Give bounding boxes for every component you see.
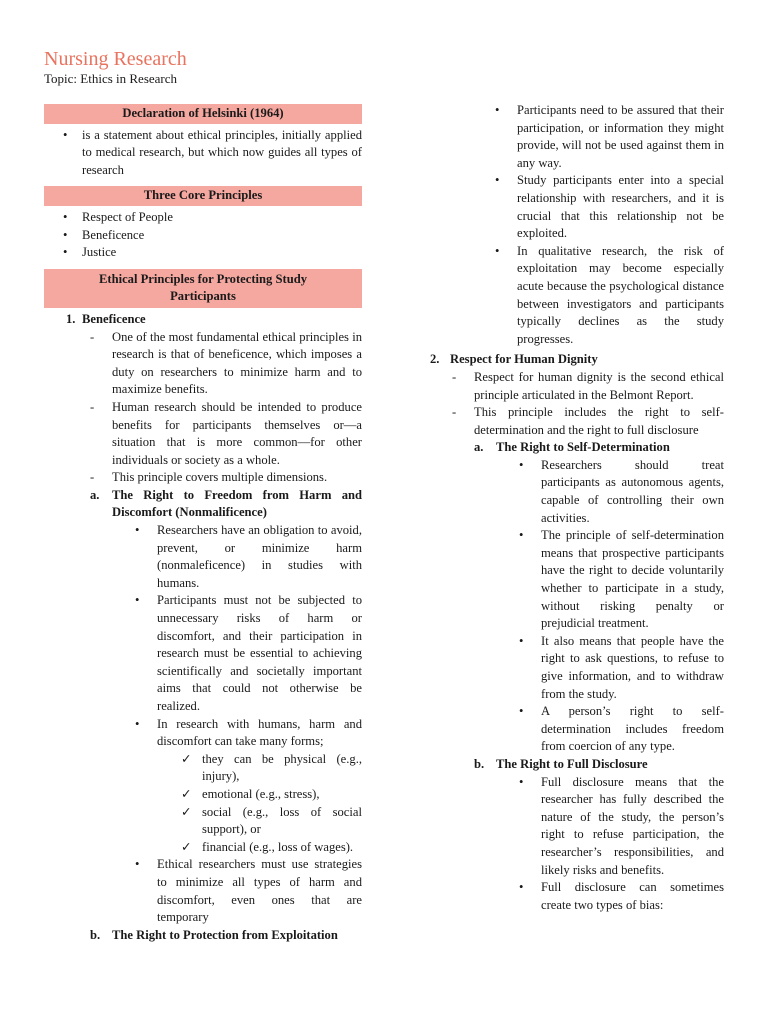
list-item-text: Researchers should treat participants as autonomous agents, capable of controlling their own activities.	[541, 457, 724, 525]
list-item	[398, 243, 724, 349]
list-item	[44, 399, 362, 469]
list-item	[44, 209, 362, 227]
principle-heading-beneficence	[44, 311, 362, 329]
check-icon: ✓	[181, 804, 192, 819]
subheading-text: The Right to Protection from Exploitation	[112, 927, 338, 942]
list-item-text: In qualitative research, the risk of exploitation may become especially acute because the psychological distance between investigators and participants typically declines as the study progresses.	[517, 243, 724, 346]
subheading-full-disclosure	[398, 756, 724, 774]
subheading-protection-from-exploitation	[44, 927, 362, 945]
check-item	[44, 804, 362, 839]
right-column	[398, 102, 724, 914]
bullet-marker: •	[495, 103, 500, 117]
list-item	[398, 172, 724, 242]
list-item-text: One of the most fundamental ethical principles in research is that of beneficence, which imposes a duty on researchers to minimize harm and to maximize benefits.	[112, 329, 362, 397]
list-item-text: Ethical researchers must use strategies to minimize all types of harm and discomfort, even ones that are temporary	[157, 857, 362, 925]
bullet-marker: •	[135, 523, 140, 538]
list-item	[44, 227, 362, 245]
list-item-text: Justice	[82, 245, 117, 260]
list-item-text: The principle of self-determination means that prospective participants have the right to decide voluntarily whether to participate in a study, without risking penalty or prejudicial treatment.	[541, 528, 724, 631]
list-item	[398, 774, 724, 880]
check-item-text: emotional (e.g., stress),	[202, 786, 320, 801]
principle-heading-human-dignity	[398, 351, 724, 369]
list-item-text: This principle includes the right to self-determination and the right to full disclosure	[474, 405, 724, 437]
bullet-marker: •	[63, 127, 68, 142]
section-header-helsinki: Declaration of Helsinki (1964)	[44, 104, 362, 124]
dash-marker: -	[452, 405, 457, 420]
subheading-text: The Right to Self-Determination	[496, 440, 670, 455]
list-item-text: Human research should be intended to produce benefits for participants themselves or—a situation that is more common—for other individuals or society as a whole.	[112, 399, 362, 467]
section-header-core-principles: Three Core Principles	[44, 186, 362, 206]
left-column	[44, 102, 362, 944]
list-item-text: is a statement about ethical principles, initially applied to medical research, but which now guides all types of research	[82, 127, 362, 177]
letter-marker: a.	[90, 487, 100, 502]
list-item-text: Participants need to be assured that their participation, or information they might provide, will not be used against them in any way.	[517, 103, 724, 170]
list-item	[44, 244, 362, 262]
list-item-text: Researchers have an obligation to avoid, prevent, or minimize harm (nonmaleficence) in studies with humans.	[157, 523, 362, 590]
check-icon: ✓	[181, 751, 192, 766]
list-item	[398, 633, 724, 703]
list-item	[398, 703, 724, 756]
list-item-text: A person’s right to self-determination includes freedom from coercion of any type.	[541, 704, 724, 754]
bullet-marker: •	[135, 716, 140, 731]
bullet-marker: •	[135, 593, 140, 608]
list-item	[44, 329, 362, 399]
bullet-marker: •	[63, 227, 68, 242]
list-item	[398, 369, 724, 404]
list-item	[44, 716, 362, 751]
letter-marker: a.	[474, 440, 484, 455]
check-item	[44, 751, 362, 786]
letter-marker: b.	[474, 756, 485, 771]
check-item-text: financial (e.g., loss of wages).	[202, 839, 354, 854]
bullet-marker: •	[519, 528, 524, 543]
list-item-text: Beneficence	[82, 227, 145, 242]
check-item	[44, 786, 362, 804]
bullet-marker: •	[519, 633, 524, 648]
check-item	[44, 839, 362, 857]
number-marker: 1.	[66, 311, 76, 326]
list-item	[44, 856, 362, 926]
page-title: Nursing Research	[44, 48, 187, 70]
heading-text: Respect for Human Dignity	[450, 352, 598, 367]
list-item-text: Respect of People	[82, 209, 173, 224]
subheading-text: The Right to Freedom from Harm and Discomfort (Nonmalificence)	[112, 487, 362, 520]
check-item-text: social (e.g., loss of social support), or	[202, 804, 362, 837]
check-icon: ✓	[181, 786, 192, 801]
dash-marker: -	[90, 329, 95, 344]
subheading-freedom-from-harm	[44, 487, 362, 522]
check-icon: ✓	[181, 839, 192, 854]
topic-line: Topic: Ethics in Research	[44, 71, 178, 86]
list-item-text: Full disclosure means that the researcher has fully described the nature of the study, the person’s right to refuse participation, the researcher’s responsibilities, and likely risks and benefits.	[541, 774, 724, 877]
list-item-text: In research with humans, harm and discomfort can take many forms;	[157, 716, 362, 749]
bullet-marker: •	[63, 209, 68, 224]
bullet-marker: •	[63, 245, 68, 260]
dash-marker: -	[90, 399, 95, 414]
list-item	[398, 457, 724, 527]
bullet-marker: •	[135, 857, 140, 872]
subheading-self-determination	[398, 439, 724, 457]
list-item-text: Study participants enter into a special relationship with researchers, and it is crucial that this relationship not be exploited.	[517, 173, 724, 241]
list-item	[44, 592, 362, 715]
section-header-ethical-principles: Ethical Principles for Protecting Study Participants	[44, 269, 362, 308]
dash-marker: -	[90, 470, 95, 485]
number-marker: 2.	[430, 352, 440, 367]
bullet-marker: •	[519, 880, 524, 895]
list-item	[398, 527, 724, 633]
subheading-text: The Right to Full Disclosure	[496, 756, 648, 771]
list-item	[398, 102, 724, 172]
dash-marker: -	[452, 369, 457, 384]
list-item-text: Participants must not be subjected to unnecessary risks of harm or discomfort, and their participation in research must be essential to achieving scientifically and societally important aims that could not otherwise be realized.	[157, 593, 362, 713]
bullet-marker: •	[519, 774, 524, 789]
bullet-marker: •	[519, 457, 524, 472]
heading-text: Beneficence	[82, 311, 146, 326]
list-item	[44, 127, 362, 180]
list-item-text: It also means that people have the right to ask questions, to refuse to give information, and to withdraw from the study.	[541, 633, 724, 701]
bullet-marker: •	[519, 704, 524, 719]
list-item	[44, 522, 362, 592]
list-item	[398, 404, 724, 439]
bullet-marker: •	[495, 243, 500, 258]
list-item-text: This principle covers multiple dimensions.	[112, 470, 328, 485]
bullet-marker: •	[495, 173, 500, 188]
list-item	[398, 879, 724, 914]
letter-marker: b.	[90, 927, 101, 942]
list-item-text: Respect for human dignity is the second ethical principle articulated in the Belmont Report.	[474, 369, 724, 402]
list-item	[44, 469, 362, 487]
check-item-text: they can be physical (e.g., injury),	[202, 751, 362, 784]
list-item-text: Full disclosure can sometimes create two types of bias:	[541, 880, 724, 912]
